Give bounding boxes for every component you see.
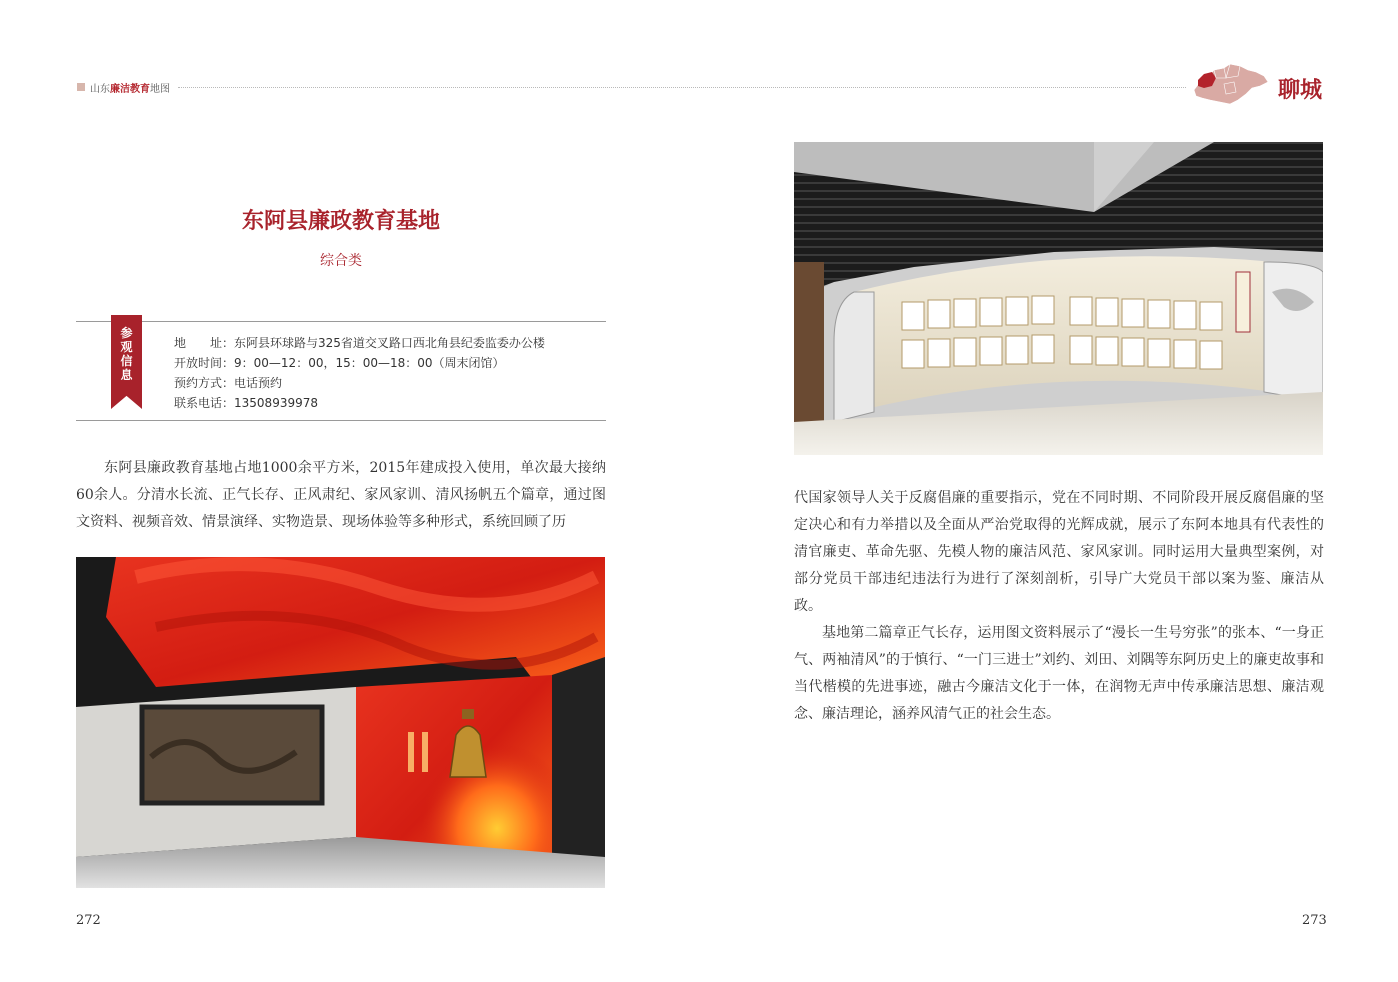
info-address: 地 址：东阿县环球路与325省道交叉路口西北角县纪委监委办公楼 [174,336,545,350]
page-number-right: 273 [1302,913,1327,928]
page-title: 东阿县廉政教育基地 [241,208,440,234]
book-title: 山东廉洁教育地图 [90,84,170,95]
shandong-map-icon [1190,60,1270,106]
page-number-left: 272 [76,913,101,928]
info-booking: 预约方式：电话预约 [174,376,283,390]
category-label: 综合类 [320,253,362,269]
header-dotted-rule [178,87,1186,88]
continued-paragraph: 代国家领导人关于反腐倡廉的重要指示，党在不同时期、不同阶段开展反腐倡廉的坚定决心和有力举措以及全面从严治党取得的光辉成就，展示了东阿本地具有代表性的清官廉吏、革命先驱、先模人物的廉洁风范、家风家训。同时运用大量典型案例，对部分党员干部违纪违法行为进行了深刻剖析，引导广大党员干部以案为鉴、廉洁从政。 基地第二篇章正气长存，运用图文资料展示了“漫长一生号穷张”的张本、“一身正气、两袖清风”的于慎行、“一门三进士”刘约、刘田、刘隅等东阿历史上的廉吏故事和当代楷模的先进事迹，融古今廉洁文化于一体，在润物无声中传承廉洁思想、廉洁观念、廉洁理论，涵养风清气正的社会生态。 [794,490,1324,722]
exhibition-hall-photo-gallery [794,142,1323,455]
header-marker [77,83,85,91]
info-bottom-rule [76,420,606,421]
visit-info-badge: 参 观 信 息 [120,326,133,382]
exhibition-hall-photo-red [76,557,605,888]
intro-paragraph: 东阿县廉政教育基地占地1000余平方米，2015年建成投入使用，单次最大接纳60余人。分清水长流、正气长存、正风肃纪、家风家训、清风扬帆五个篇章，通过图文资料、视频音效、情景演绎、实物造景、现场体验等多种形式，系统回顾了历 [76,460,606,530]
info-phone: 联系电话：13508939978 [174,396,318,410]
info-hours: 开放时间：9：00—12：00，15：00—18：00（周末闭馆） [174,356,505,370]
info-top-rule [76,321,606,322]
region-name: 聊城 [1278,77,1323,103]
